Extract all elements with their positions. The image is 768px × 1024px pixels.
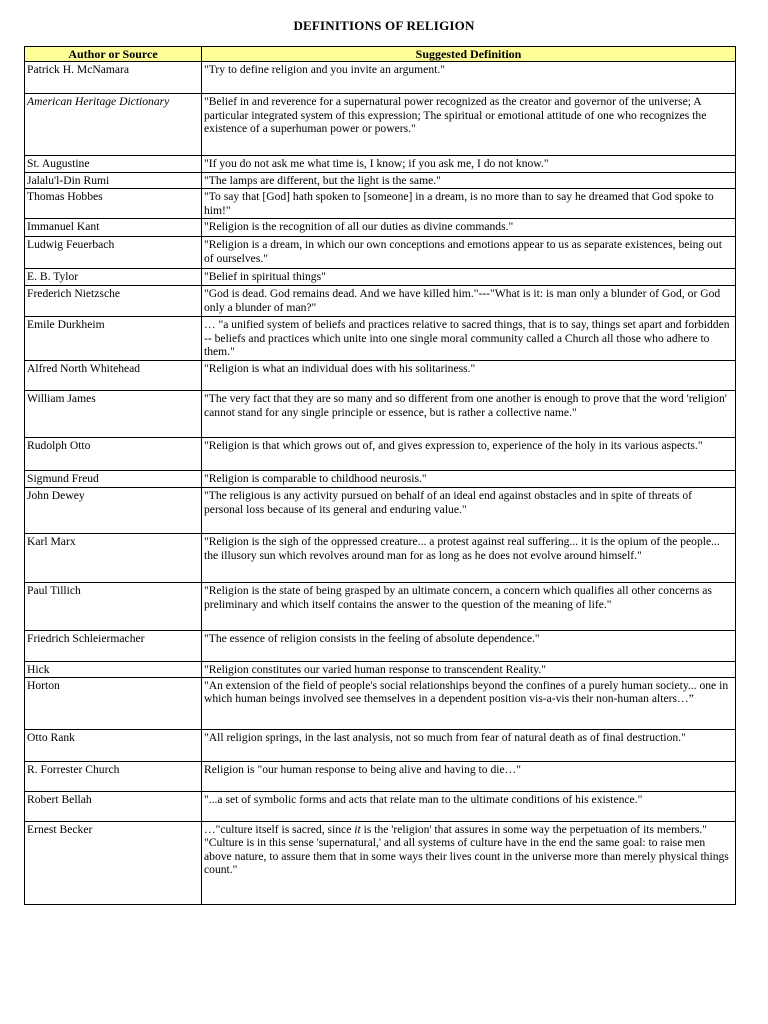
author-cell: Patrick H. McNamara: [25, 62, 202, 94]
column-header-definition: Suggested Definition: [202, 47, 736, 62]
definition-cell: "The very fact that they are so many and so different from one another is enough to prove that the word 'religion' cannot stand for any single principle or essence, but is rather a collective name.": [202, 391, 736, 438]
definition-cell: "Religion is the state of being grasped by an ultimate concern, a concern which qualifies all other concerns as preliminary and which itself contains the answer to the question of the meaning of life.": [202, 583, 736, 631]
definition-cell: "Religion is the sigh of the oppressed creature... a protest against real suffering... it is the opium of the people... the illusory sun which revolves around man for as long as he does not evolve around himself.": [202, 534, 736, 583]
definition-text: …"culture itself is sacred, since: [204, 822, 355, 836]
table-row: [25, 237, 736, 269]
table-row: [25, 488, 736, 534]
definition-cell: "Religion is what an individual does with his solitariness.": [202, 361, 736, 391]
definition-cell: "Belief in and reverence for a supernatural power recognized as the creator and governor of the universe; A particular integrated system of this expression; The spiritual or emotional attitude of one who recognizes the existence of a superhuman power or powers.": [202, 94, 736, 156]
table-row: [25, 761, 736, 791]
author-cell: Robert Bellah: [25, 791, 202, 821]
author-cell: Ernest Becker: [25, 821, 202, 904]
definition-cell: "The religious is any activity pursued on behalf of an ideal end against obstacles and in spite of threats of personal loss because of its general and enduring value.": [202, 488, 736, 534]
author-cell: Paul Tillich: [25, 583, 202, 631]
table-row: [25, 583, 736, 631]
table-row: [25, 173, 736, 189]
table-row: [25, 269, 736, 286]
table-row: [25, 471, 736, 488]
author-cell: Immanuel Kant: [25, 219, 202, 237]
definition-cell: "An extension of the field of people's social relationships beyond the confines of a purely human society... one in which human beings involved see themselves in a dependent position vis-a-vis their non-human alters…”: [202, 677, 736, 729]
author-cell: E. B. Tylor: [25, 269, 202, 286]
table-header-row: [25, 47, 736, 62]
table-row: [25, 821, 736, 904]
table-row: [25, 729, 736, 761]
author-cell: American Heritage Dictionary: [25, 94, 202, 156]
author-cell: R. Forrester Church: [25, 761, 202, 791]
definition-cell: "The essence of religion consists in the feeling of absolute dependence.": [202, 631, 736, 662]
page-title: DEFINITIONS OF RELIGION: [293, 18, 475, 33]
table-row: [25, 438, 736, 471]
definition-cell: Religion is "our human response to being alive and having to die…": [202, 761, 736, 791]
author-cell: Rudolph Otto: [25, 438, 202, 471]
definition-italic-text: it: [354, 822, 361, 836]
definition-cell: "If you do not ask me what time is, I know; if you ask me, I do not know.": [202, 156, 736, 173]
table-row: [25, 534, 736, 583]
definition-cell: … "a unified system of beliefs and practices relative to sacred things, that is to say, things set apart and forbidden -- beliefs and practices which unite into one single moral community called a Church all those who adhere to them.": [202, 317, 736, 361]
table-row: [25, 631, 736, 662]
definition-cell: "Religion is that which grows out of, and gives expression to, experience of the holy in its various aspects.": [202, 438, 736, 471]
table-row: [25, 189, 736, 219]
definition-cell: "...a set of symbolic forms and acts that relate man to the ultimate conditions of his existence.": [202, 791, 736, 821]
definition-cell: "Religion constitutes our varied human response to transcendent Reality.": [202, 662, 736, 678]
author-cell: Jalalu'l-Din Rumi: [25, 173, 202, 189]
author-cell: St. Augustine: [25, 156, 202, 173]
table-row: [25, 391, 736, 438]
table-row: [25, 156, 736, 173]
table-row: [25, 62, 736, 94]
author-cell: Friedrich Schleiermacher: [25, 631, 202, 662]
author-cell: Otto Rank: [25, 729, 202, 761]
author-cell: Hick: [25, 662, 202, 678]
definition-cell: "God is dead. God remains dead. And we have killed him."---"What is it: is man only a blunder of God, or God only a blunder of man?": [202, 286, 736, 317]
definitions-table: [24, 46, 736, 905]
table-row: [25, 662, 736, 678]
author-cell: Sigmund Freud: [25, 471, 202, 488]
author-cell: Alfred North Whitehead: [25, 361, 202, 391]
table-row: [25, 94, 736, 156]
table-row: [25, 361, 736, 391]
author-cell: Ludwig Feuerbach: [25, 237, 202, 269]
author-cell: Karl Marx: [25, 534, 202, 583]
definition-text: is the 'religion' that assures in some way the perpetuation of its members." "Culture is in this sense 'supernatural,' and all systems of culture have in the end the same goal: to raise men above nature, to assure them that in some ways their lives count in the universe more than merely physical things count.": [204, 822, 729, 877]
definition-cell: "Belief in spiritual things": [202, 269, 736, 286]
definition-cell: "Try to define religion and you invite an argument.": [202, 62, 736, 94]
table-row: [25, 286, 736, 317]
author-cell: Frederich Nietzsche: [25, 286, 202, 317]
table-row: [25, 677, 736, 729]
author-cell: William James: [25, 391, 202, 438]
definition-cell: "Religion is the recognition of all our duties as divine commands.": [202, 219, 736, 237]
column-header-author: Author or Source: [25, 47, 202, 62]
definition-cell: "To say that [God] hath spoken to [someone] in a dream, is no more than to say he dreamed that God spoke to him!": [202, 189, 736, 219]
definition-cell: [202, 821, 736, 904]
definition-cell: "Religion is comparable to childhood neurosis.": [202, 471, 736, 488]
author-cell: John Dewey: [25, 488, 202, 534]
definition-cell: "All religion springs, in the last analysis, not so much from fear of natural death as of final destruction.": [202, 729, 736, 761]
definition-cell: "Religion is a dream, in which our own conceptions and emotions appear to us as separate existences, being out of ourselves.": [202, 237, 736, 269]
table-row: [25, 219, 736, 237]
author-cell: Emile Durkheim: [25, 317, 202, 361]
author-cell: Horton: [25, 677, 202, 729]
table-row: [25, 791, 736, 821]
definition-cell: "The lamps are different, but the light is the same.": [202, 173, 736, 189]
table-row: [25, 317, 736, 361]
author-cell: Thomas Hobbes: [25, 189, 202, 219]
